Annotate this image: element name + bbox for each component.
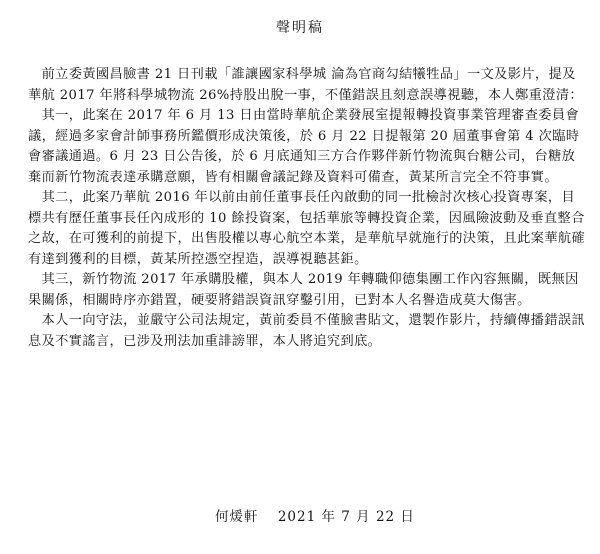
paragraph-intro: 前立委黃國昌臉書 21 日刊載「誰讓國家科學城 淪為官商勾結犧牲品」一文及影片，提及華航 2017 年將科學城物流 26%持股出脫一事，不僅錯誤且刻意誤導視聽，本人鄭重澄清：	[28, 67, 584, 103]
document-title: 聲明稿	[276, 20, 324, 36]
paragraph-point-three: 其三，新竹物流 2017 年承購股權，與本人 2019 年轉職仰德集團工作內容無關，既無因果關係，相關時序亦錯置，硬要將錯誤資訊穿鑿引用，已對本人名譽造成莫大傷害。	[28, 272, 579, 308]
signature-block	[0, 505, 600, 525]
paragraph-conclusion: 本人一向守法，並嚴守公司法規定，黃前委員不僅臉書貼文，還製作影片，持續傳播錯誤訊息及不實謠言，已涉及刑法加重誹謗罪，本人將追究到底。	[28, 313, 586, 349]
signatory-name: 何煖軒	[215, 509, 259, 525]
paragraph-point-one: 其一，此案在 2017 年 6 月 13 日由當時華航企業發展室提報轉投資事業管理審查委員會議，經過多家會計師事務所鑑價形成決策後，於 6 月 22 日提報第 20 屆董事會第 4 次臨時會審議通過。6 月 23 日公告後，於 6 月底通知三方合作夥伴新竹物流與台糖公司，台糖放棄而新竹物流表達承購意願，皆有相關會議記錄及資料可備查，黃某所言完全不符事實。	[28, 108, 580, 185]
statement-body	[28, 65, 588, 352]
signature-date: 2021 年 7 月 22 日	[277, 509, 415, 525]
paragraph-point-two: 其二，此案乃華航 2016 年以前由前任董事長任內啟動的同一批檢討次核心投資專案，目標共有歷任董事長任內成形的 10 餘投資案，包括華旅等轉投資企業，因風險波動及垂直整合之故，在可獲利的前提下，出售股權以專心航空本業，是華航早就施行的決策，且此案華航確有達到獲利的目標，黃某所控憑空捏造，誤導視聽甚鉅。	[28, 190, 586, 267]
